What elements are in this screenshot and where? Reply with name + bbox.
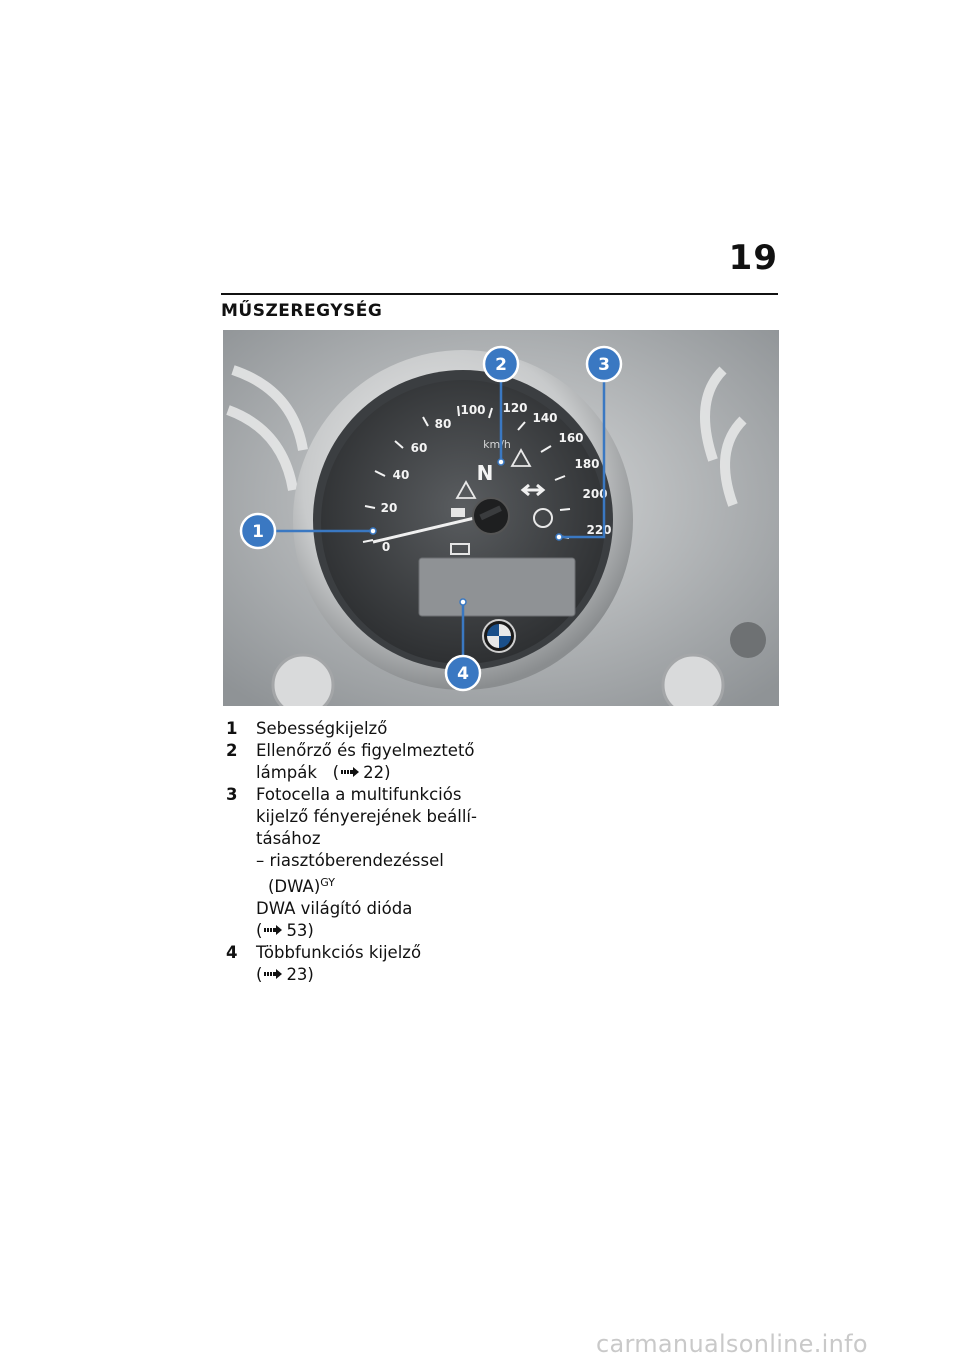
tick-100: 100 (460, 403, 486, 417)
svg-text:1: 1 (252, 522, 264, 542)
legend-text: tásához (256, 829, 321, 848)
svg-text:2: 2 (495, 355, 507, 375)
tick-60: 60 (410, 441, 428, 455)
legend-item-3 (223, 784, 523, 942)
legend-text: DWA világító dióda (256, 899, 413, 918)
legend-subtext: – riasztóberendezéssel (256, 851, 444, 870)
tick-160: 160 (558, 431, 584, 445)
tick-20: 20 (380, 501, 398, 515)
watermark: carmanualsonline.info (596, 1330, 868, 1358)
instrument-cluster-figure (223, 330, 779, 706)
page-reference-arrow-icon (341, 767, 359, 777)
legend-text: Ellenőrző és figyelmeztető (256, 741, 475, 760)
tick-0: 0 (381, 540, 391, 554)
speed-unit: km/h (483, 438, 511, 451)
tick-200: 200 (582, 487, 608, 501)
tick-140: 140 (532, 411, 558, 425)
section-title: MŰSZEREGYSÉG (221, 301, 383, 321)
legend-option-line: (DWA)$^{GY}$ (268, 876, 335, 896)
legend-item-4 (223, 942, 523, 986)
legend-number: 4 (226, 943, 238, 962)
tick-80: 80 (434, 417, 452, 431)
legend-number: 1 (226, 719, 238, 738)
page-number: 19 (728, 238, 778, 278)
legend-number: 3 (226, 785, 238, 804)
lcd-display (419, 558, 575, 616)
legend-text-ref-line: ( 23) (256, 965, 314, 984)
tick-180: 180 (574, 457, 600, 471)
legend-text-ref-line: ( 53) (256, 921, 314, 940)
legend-text-ref-line: lámpák ( 22) (256, 763, 391, 782)
legend-item-2 (223, 740, 523, 784)
legend-text: lámpák (256, 763, 317, 782)
svg-text:3: 3 (598, 355, 610, 375)
tick-40: 40 (392, 468, 410, 482)
tick-120: 120 (502, 401, 528, 415)
headlight-icon (451, 508, 465, 517)
legend-text: Fotocella a multifunkciós (256, 785, 462, 804)
header-rule (221, 293, 778, 295)
page-reference[interactable]: 53) (286, 921, 314, 940)
legend (223, 718, 523, 986)
legend-text: kijelző fényerejének beállí- (256, 807, 477, 826)
country-code: GY (320, 876, 335, 889)
tick-220: 220 (586, 523, 612, 537)
legend-number: 2 (226, 741, 238, 760)
page-reference[interactable]: 23) (286, 965, 314, 984)
neutral-indicator: N (476, 461, 494, 485)
page-reference[interactable]: 22) (363, 763, 391, 782)
legend-item-1 (223, 718, 523, 740)
legend-text: Többfunkciós kijelző (256, 943, 422, 962)
page-reference-arrow-icon (264, 925, 282, 935)
legend-text: Sebességkijelző (256, 719, 388, 738)
page-reference-arrow-icon (264, 969, 282, 979)
instrument-cluster-illustration (223, 330, 779, 706)
svg-text:4: 4 (457, 664, 469, 684)
